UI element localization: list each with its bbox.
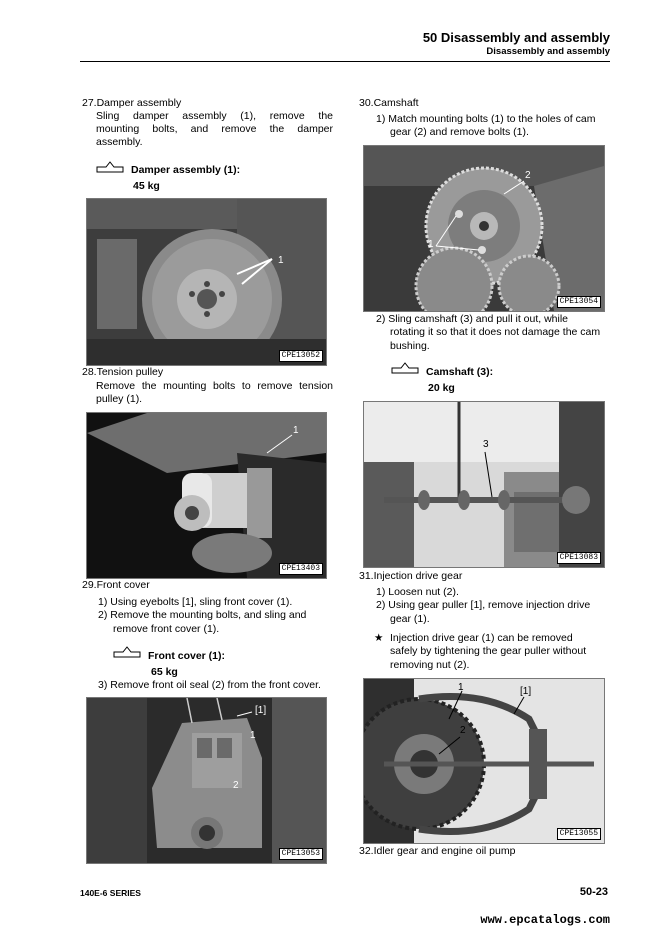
step-30-item-2-cont-2: bushing. — [390, 340, 430, 352]
weight-icon — [391, 362, 419, 374]
watermark-url: www.epcatalogs.com — [480, 913, 610, 927]
camshaft-gear-photo — [363, 145, 605, 312]
photo-code-cpe13083: CPE13083 — [557, 552, 601, 564]
puller-callout-2: 2 — [460, 725, 466, 736]
step-27-line-2: mounting bolts, and remove the damper — [96, 123, 333, 135]
step-29-item-1: 1) Using eyebolts [1], sling front cover (1). — [98, 596, 293, 608]
photo-code-cpe13052: CPE13052 — [279, 350, 323, 362]
step-28-heading: 28.Tension pulley — [82, 366, 164, 378]
photo-code-cpe13054: CPE13054 — [557, 296, 601, 308]
step-27-line-3: assembly. — [96, 136, 143, 148]
step-31-heading: 31.Injection drive gear — [359, 570, 463, 582]
step-32-heading: 32.Idler gear and engine oil pump — [359, 845, 516, 857]
note-line-2: safely by tightening the gear puller without — [390, 645, 587, 657]
front-cover-callout-eyebolt: [1] — [255, 705, 267, 716]
header-rule — [80, 61, 610, 62]
weight-icon — [96, 161, 124, 173]
camshaft-weight-value: 20 kg — [428, 382, 455, 394]
step-30-item-2-cont-1: rotating it so that it does not damage the cam — [390, 326, 601, 338]
damper-weight-value: 45 kg — [133, 180, 160, 192]
step-30-item-1-cont: gear (2) and remove bolts (1). — [390, 126, 529, 138]
photo-code-cpe13403: CPE13403 — [279, 563, 323, 575]
photo-code-cpe13053: CPE13053 — [279, 848, 323, 860]
damper-weight-label: Damper assembly (1): — [131, 164, 241, 176]
front-cover-weight-label: Front cover (1): — [148, 650, 226, 662]
camshaft-weight-label: Camshaft (3): — [426, 366, 494, 378]
step-31-item-2: 2) Using gear puller [1], remove injection drive — [376, 599, 591, 611]
step-28-line-2: pulley (1). — [96, 393, 143, 405]
note-line-1: Injection drive gear (1) can be removed — [390, 632, 573, 644]
front-cover-callout-2: 2 — [233, 780, 239, 791]
front-cover-photo — [86, 697, 327, 864]
gear-puller-photo — [363, 678, 605, 844]
step-27-heading: 27.Damper assembly — [82, 97, 182, 109]
step-30-heading: 30.Camshaft — [359, 97, 419, 109]
note-line-3: removing nut (2). — [390, 659, 470, 671]
step-29-item-2-cont: remove front cover (1). — [113, 623, 220, 635]
front-cover-weight-value: 65 kg — [151, 666, 178, 678]
step-30-item-2: 2) Sling camshaft (3) and pull it out, while — [376, 313, 569, 325]
step-27-line-1: Sling damper assembly (1), remove the — [96, 110, 333, 122]
camshaft-callout-bolts-1: 1 — [428, 239, 434, 250]
puller-callout-bracket-1: [1] — [520, 686, 532, 697]
damper-callout-1: 1 — [278, 255, 284, 266]
photo-code-cpe13055: CPE13055 — [557, 828, 601, 840]
page-number: 50-23 — [579, 886, 608, 898]
camshaft-callout-gear-2: 2 — [525, 170, 531, 181]
section-subtitle: Disassembly and assembly — [486, 46, 610, 57]
camshaft-callout-3: 3 — [483, 439, 489, 450]
camshaft-removal-photo — [363, 401, 605, 568]
tension-pulley-photo — [86, 412, 327, 579]
damper-assembly-photo — [86, 198, 327, 366]
weight-icon — [113, 646, 141, 658]
step-29-heading: 29.Front cover — [82, 579, 150, 591]
step-31-item-1: 1) Loosen nut (2). — [376, 586, 459, 598]
step-29-item-2: 2) Remove the mounting bolts, and sling and — [98, 609, 307, 621]
step-31-item-2-cont: gear (1). — [390, 613, 430, 625]
front-cover-callout-1: 1 — [250, 730, 256, 741]
step-29-item-3: 3) Remove front oil seal (2) from the front cover. — [98, 679, 321, 691]
step-28-line-1: Remove the mounting bolts to remove tension — [96, 380, 333, 392]
series-label: 140E-6 SERIES — [80, 888, 141, 898]
note-star-icon: ★ — [374, 632, 384, 644]
puller-callout-1: 1 — [458, 682, 464, 693]
step-30-item-1: 1) Match mounting bolts (1) to the holes of cam — [376, 113, 596, 125]
pulley-callout-1: 1 — [293, 425, 299, 436]
section-title: 50 Disassembly and assembly — [422, 30, 610, 45]
